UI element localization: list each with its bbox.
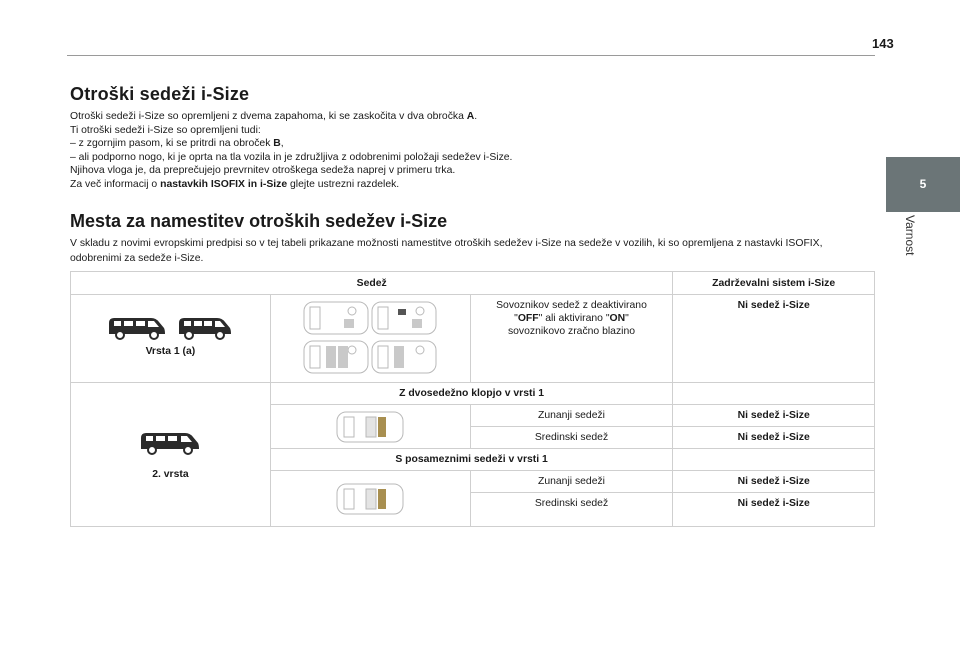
van-long-icon — [107, 314, 167, 340]
group2-diagram — [270, 471, 470, 527]
row1-note: Sovoznikov sedež z deaktivirano "OFF" ali aktivirano "ON" sovoznikovo zračno blazino — [470, 295, 673, 383]
row1-label: Vrsta 1 (a) — [145, 346, 196, 357]
isize-table — [70, 271, 875, 527]
van-icon — [139, 429, 201, 455]
van-short-icon — [177, 314, 233, 340]
header-rule — [67, 55, 875, 56]
row2-label: 2. vrsta — [152, 469, 189, 480]
row1-value: Ni sedež i-Size — [673, 295, 875, 383]
group1-value-0: Ni sedež i-Size — [673, 405, 875, 427]
table-row — [71, 383, 875, 405]
isofix-link[interactable]: nastavkih ISOFIX in i-Size — [160, 178, 288, 190]
chapter-tab[interactable]: 5 — [886, 157, 960, 212]
single-seat-diagram — [336, 483, 404, 515]
group1-value-1: Ni sedež i-Size — [673, 427, 875, 449]
group1-position-0: Zunanji sedeži — [470, 405, 673, 427]
lead-text: V skladu z novimi evropskimi predpisi so v tej tabeli prikazane možnosti namestitve otroških sedežev i-Size na sedeže v vozilih, ki so opremljena z nastavki ISOFIX, odobrenimi za sedeže i-Size. — [70, 238, 823, 264]
page-number: 143 — [872, 36, 894, 51]
section-title: Otroški sedeži i-Size — [70, 84, 250, 104]
group1-title: Z dvosedežno klopjo v vrsti 1 — [270, 383, 673, 405]
seat-layout-diagrams — [302, 299, 438, 377]
row1-diagrams — [270, 295, 470, 383]
bench-seat-diagram — [336, 411, 404, 443]
table-row — [71, 295, 875, 383]
intro-text: Otroški sedeži i-Size so opremljeni z dvema zapahoma, ki se zaskočita v dva obročka A. Ti otroški sedeži i-Size so opremljeni tudi: – z zgornjim pasom, ki se pritrdi na obroček B, – ali podporno nogo, ki je oprta na tla vozila in je združljiva z odobrenimi položaji sedežev i-Size. Njihova vloga je, da preprečujejo prevrnitev otroškega sedeža naprej v primeru trka. Za več informacij o nastavkih ISOFIX in i-Size glejte ustrezni razdelek. — [70, 111, 513, 190]
row2-vehicle — [71, 383, 271, 527]
header-seat: Sedež — [71, 272, 673, 295]
group2-position-1: Sredinski sedež — [470, 493, 673, 527]
table-header-row — [71, 272, 875, 295]
group1-diagram — [270, 405, 470, 449]
group2-value-1: Ni sedež i-Size — [673, 493, 875, 527]
row1-vehicle — [71, 295, 271, 383]
header-system: Zadrževalni sistem i-Size — [673, 272, 875, 295]
group2-value-0: Ni sedež i-Size — [673, 471, 875, 493]
group2-title: S posameznimi sedeži v vrsti 1 — [270, 449, 673, 471]
group1-position-1: Sredinski sedež — [470, 427, 673, 449]
subsection-title: Mesta za namestitev otroških sedežev i-Size — [70, 211, 448, 231]
chapter-title: Varnost — [903, 215, 917, 256]
group2-position-0: Zunanji sedeži — [470, 471, 673, 493]
